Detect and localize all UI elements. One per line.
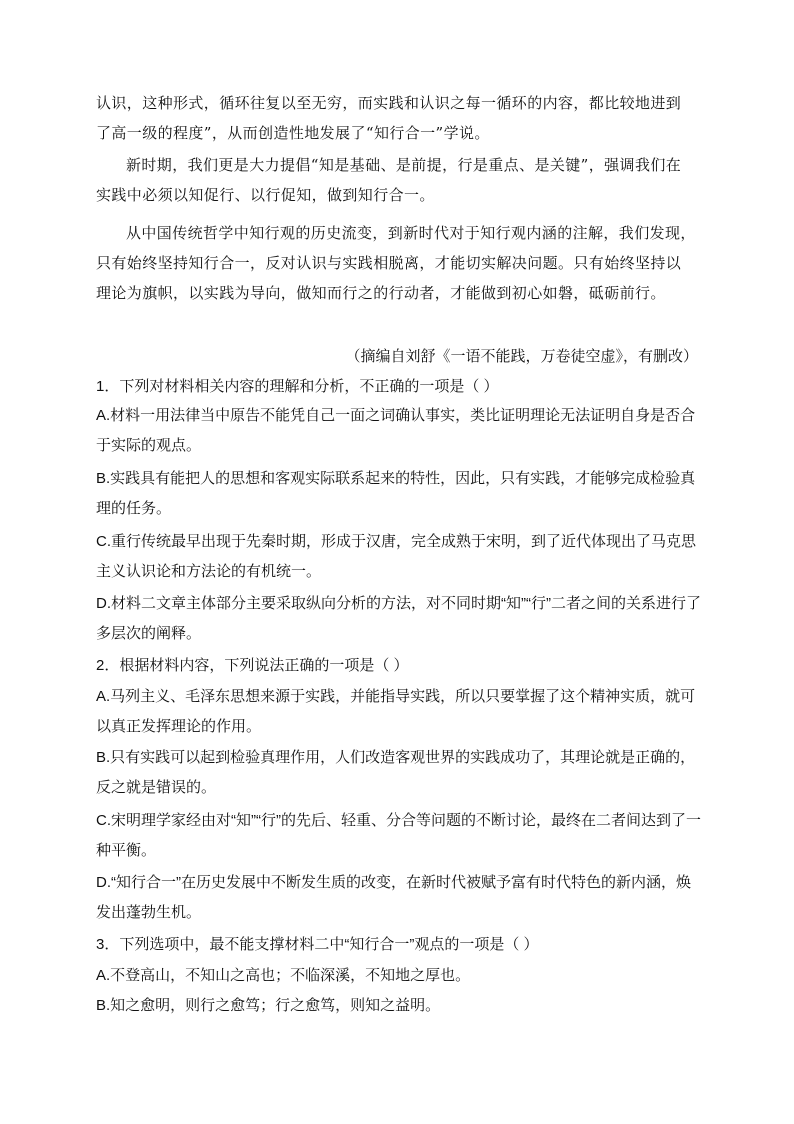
- question-1-option-b: B.实践具有能把人的思想和客观实际联系起来的特性，因此，只有实践，才能够完成检验真理的任务。: [96, 470, 696, 517]
- passage-paragraph-2: 新时期，我们更是大力提倡“知是基础、是前提，行是重点、是关键”，强调我们在实践中必须以知促行、以行促知，做到知行合一。: [96, 156, 682, 204]
- question-1-option-c: C.重行传统最早出现于先秦时期，形成于汉唐，完全成熟于宋明，到了近代体现出了马克思主义认识论和方法论的有机统一。: [96, 533, 697, 580]
- question-3-stem: 3．下列选项中，最不能支撑材料二中“知行合一”观点的一项是（ ）: [96, 936, 539, 953]
- passage-paragraph-1: 认识，这种形式，循环往复以至无穷，而实践和认识之每一循环的内容，都比较地进到了高一级的程度”，从而创造性地发展了“知行合一”学说。: [96, 94, 682, 142]
- question-2-option-b: B.只有实践可以起到检验真理作用，人们改造客观世界的实践成功了，其理论就是正确的，反之就是错误的。: [96, 749, 696, 796]
- question-2-option-d: D.“知行合一”在历史发展中不断发生质的改变，在新时代被赋予富有时代特色的新内涵，焕发出蓬勃生机。: [96, 874, 691, 921]
- question-3-option-a: A.不登高山，不知山之高也；不临深溪，不知地之厚也。: [96, 967, 471, 984]
- question-1-option-d: D.材料二文章主体部分主要采取纵向分析的方法，对不同时期“知”“行”二者之间的关系进行了多层次的阐释。: [96, 595, 701, 642]
- passage-source: （摘编自刘舒《一语不能践，万卷徒空虚》，有删改）: [345, 347, 698, 365]
- question-1-stem: 1．下列对材料相关内容的理解和分析，不正确的一项是（ ）: [96, 378, 499, 395]
- question-3-option-b: B.知之愈明，则行之愈笃；行之愈笃，则知之益明。: [96, 997, 441, 1014]
- question-2-option-c: C.宋明理学家经由对“知”“行”的先后、轻重、分合等问题的不断讨论，最终在二者间达到了一种平衡。: [96, 812, 701, 859]
- question-2-stem: 2．根据材料内容，下列说法正确的一项是（ ）: [96, 657, 409, 674]
- question-2-option-a: A.马列主义、毛泽东思想来源于实践，并能指导实践，所以只要掌握了这个精神实质，就可以真正发挥理论的作用。: [96, 688, 696, 735]
- passage-paragraph-3: 从中国传统哲学中知行观的历史流变，到新时代对于知行观内涵的注解，我们发现，只有始终坚持知行合一，反对认识与实践相脱离，才能切实解决问题。只有始终坚持以理论为旗帜，以实践为导向，做知而行之的行动者，才能做到初心如磐，砥砺前行。: [96, 224, 696, 302]
- question-1-option-a: A.材料一用法律当中原告不能凭自己一面之词确认事实，类比证明理论无法证明自身是否合于实际的观点。: [96, 407, 696, 454]
